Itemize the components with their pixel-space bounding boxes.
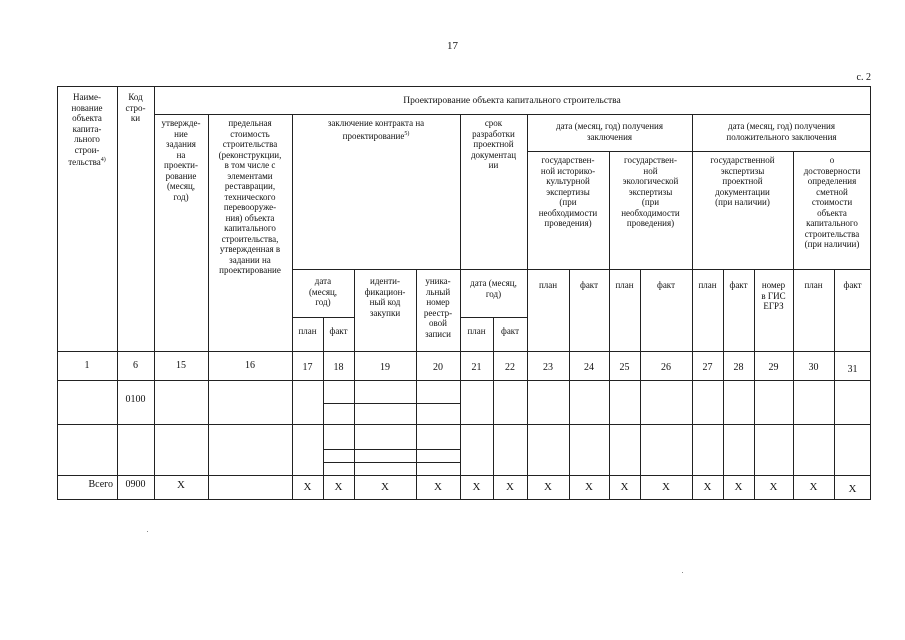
scan-speck	[147, 531, 148, 532]
column-number: 18	[333, 362, 344, 373]
header-registry-number: уника- льный номер реестр- овой записи	[423, 276, 453, 339]
column-number: 15	[176, 360, 186, 371]
header-design-group: Проектирование объекта капитального строительства	[403, 96, 621, 106]
header-received-date: дата (месяц, год) получения заключения	[555, 121, 663, 142]
total-mark: X	[544, 481, 552, 493]
total-mark: X	[472, 481, 481, 493]
total-mark: X	[303, 481, 312, 493]
column-number: 16	[245, 360, 255, 371]
column-number: 28	[733, 362, 744, 373]
header-approval: утвержде- ние задания на проекти- рование (месяц, год)	[161, 118, 201, 202]
header-received-positive: дата (месяц, год) получения положительного заключения	[726, 121, 837, 142]
total-mark: X	[434, 481, 442, 493]
header-estimate-expertise: о достоверности определения сметной стоимости объекта капитального строительства (при наличии)	[803, 155, 861, 249]
header-term: срок разработки проектной документац ии	[470, 118, 517, 170]
column-number: 19	[380, 362, 390, 373]
header-plan: план	[698, 280, 717, 290]
column-number: 30	[808, 362, 819, 373]
header-contract-date: дата (месяц, год)	[308, 276, 338, 307]
column-number: 1	[84, 360, 90, 371]
header-fact: факт	[729, 280, 748, 290]
total-mark: X	[585, 481, 593, 493]
column-number: 20	[433, 362, 443, 373]
header-fact: факт	[843, 280, 862, 290]
total-mark: X	[381, 481, 389, 493]
header-object-name: Наиме- нование объекта капита- льного строи- тельства$^{4)}$	[68, 92, 106, 167]
header-plan: план	[538, 280, 558, 290]
header-fact: факт	[329, 326, 348, 336]
column-number: 27	[702, 362, 713, 373]
column-number: 6	[133, 360, 138, 371]
total-mark: X	[620, 481, 629, 493]
total-mark: X	[177, 479, 185, 491]
header-fact: факт	[579, 280, 598, 290]
header-purchase-code: иденти- фикацион- ный код закупки	[364, 276, 406, 318]
column-number: 23	[543, 362, 553, 373]
header-plan: план	[298, 326, 317, 336]
header-plan: план	[467, 326, 486, 336]
header-plan: план	[804, 280, 823, 290]
total-mark: X	[334, 481, 343, 493]
header-fact: факт	[500, 326, 519, 336]
header-state-expertise: государственной экспертизы проектной документации (при наличии)	[710, 155, 775, 207]
row-code: 0100	[125, 394, 146, 405]
scan-speck	[682, 572, 683, 573]
total-mark: X	[769, 481, 778, 493]
column-number: 29	[768, 362, 779, 373]
header-plan: план	[615, 280, 634, 290]
sheet-label: с. 2	[856, 72, 871, 83]
total-mark: X	[662, 481, 670, 493]
column-number: 25	[619, 362, 630, 373]
total-code: 0900	[125, 479, 146, 490]
column-number: 31	[847, 364, 858, 375]
column-number: 22	[505, 362, 515, 373]
total-mark: X	[506, 481, 514, 493]
header-historical-expertise: государствен- ной историко- культурной экспертизы (при необходимости проведения)	[538, 155, 598, 228]
header-row-code: Код стро- ки	[125, 92, 146, 123]
column-number: 24	[584, 362, 594, 373]
page-number: 17	[447, 40, 458, 52]
header-gis-number: номер в ГИС ЕГРЗ	[761, 280, 786, 311]
column-number: 26	[661, 362, 671, 373]
total-mark: X	[848, 483, 857, 495]
total-mark: X	[734, 481, 743, 493]
column-number: 21	[471, 362, 482, 373]
column-number: 17	[302, 362, 313, 373]
header-limit-cost: предельная стоимость строительства (реконструкции, в том числе с элементами реставрации, технического перевооруже- ния) объекта капитального строительства, утвержденная в задании на проектирование	[218, 118, 282, 275]
total-label: Всего	[88, 479, 113, 490]
total-mark: X	[703, 481, 712, 493]
header-contract: заключение контракта на проектирование$^{5)}$	[327, 118, 425, 141]
total-mark: X	[809, 481, 818, 493]
header-fact: факт	[656, 280, 675, 290]
header-ecological-expertise: государствен- ной экологической экспертизы (при необходимости проведения)	[621, 155, 680, 228]
header-term-date: дата (месяц, год)	[470, 278, 517, 299]
